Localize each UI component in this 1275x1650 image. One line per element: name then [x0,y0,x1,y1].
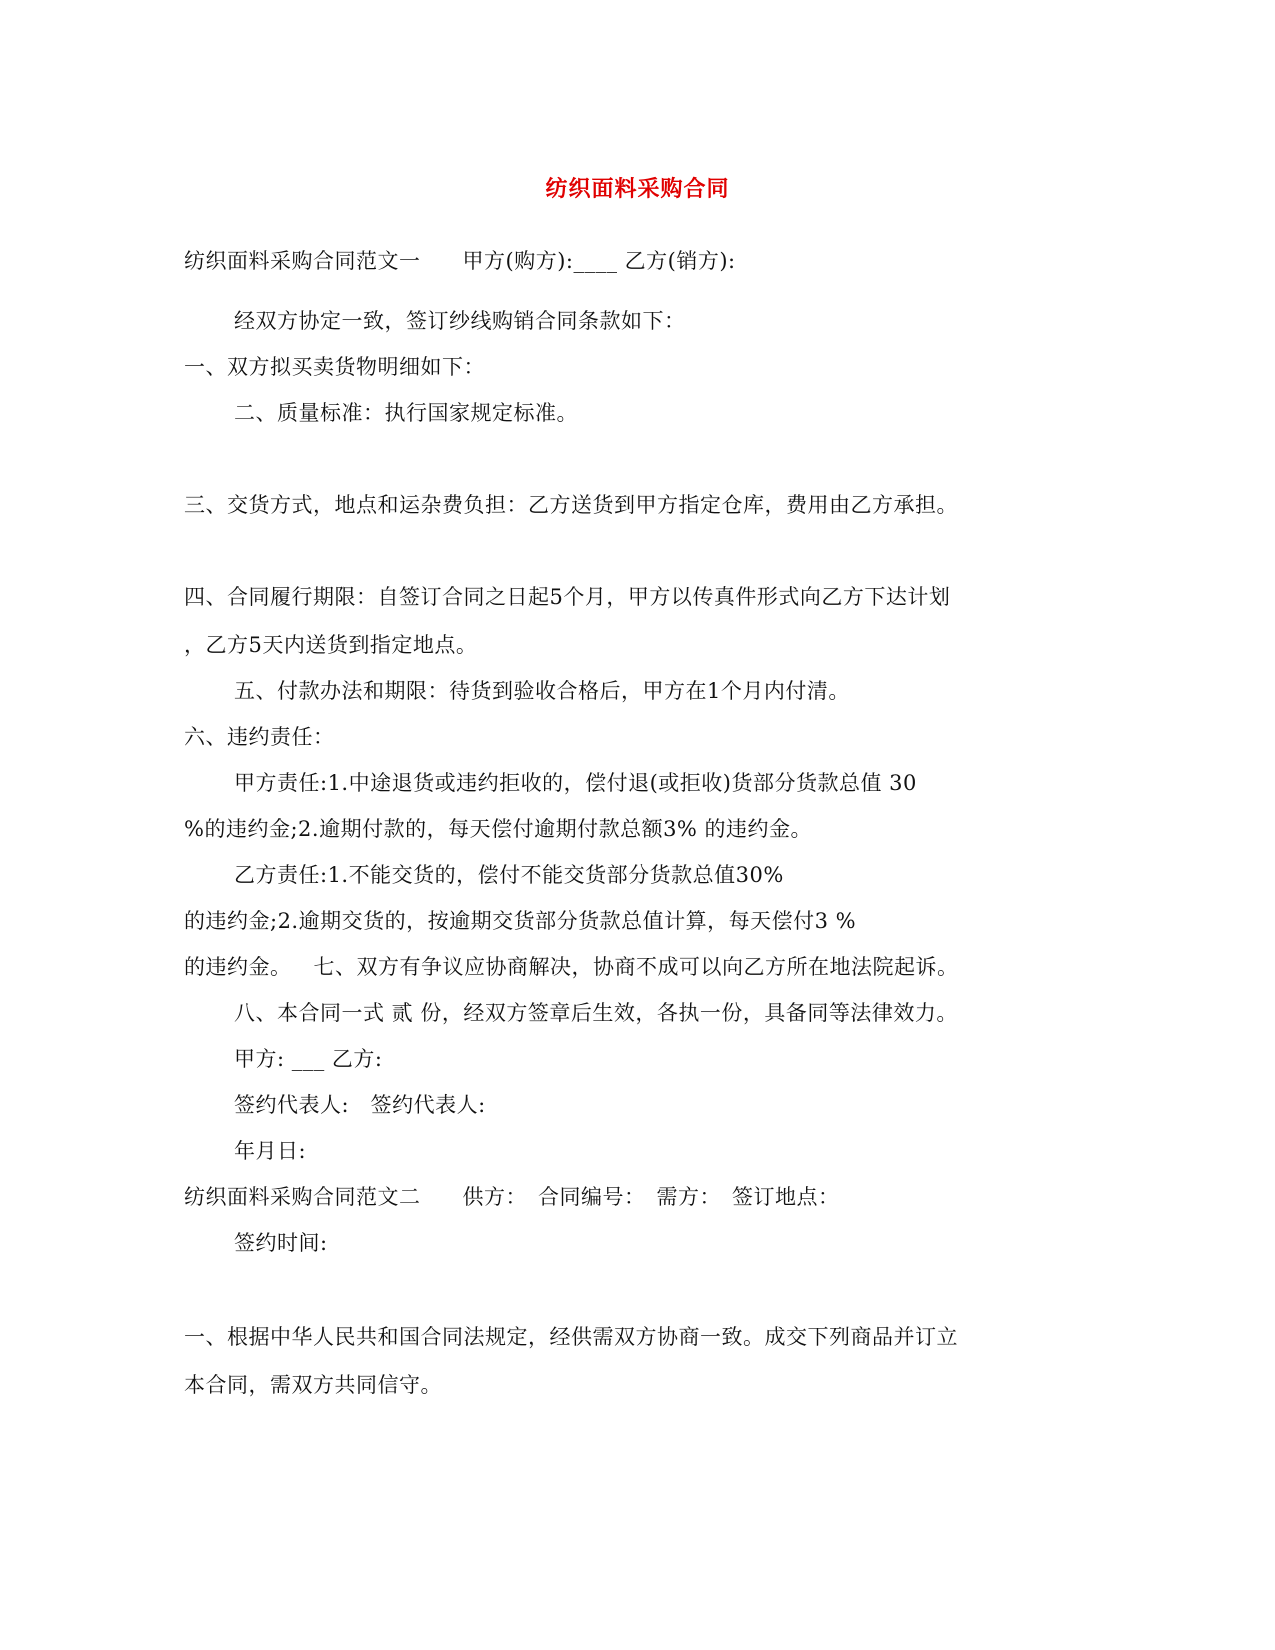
clause-7: 七、双方有争议应协商解决，协商不成可以向乙方所在地法院起诉。 [313,955,959,979]
clause-4: 四、合同履行期限：自签订合同之日起5个月，甲方以传真件形式向乙方下达计划 [184,585,951,609]
clause-3: 三、交货方式，地点和运杂费负担：乙方送货到甲方指定仓库，费用由乙方承担。 [184,493,958,517]
sample-two-fields: 供方： 合同编号： 需方： 签订地点： [462,1185,840,1209]
clause-4-cont: ，乙方5天内送货到指定地点。 [184,633,478,657]
clause-5: 五、付款办法和期限：待货到验收合格后，甲方在1个月内付清。 [234,679,850,703]
text-line: 经双方协定一致，签订纱线购销合同条款如下： [234,309,686,333]
text-line [184,952,1094,982]
text-line [184,246,1094,276]
sign-time: 签约时间: [234,1231,328,1255]
sample-two-clause-1-cont: 本合同，需双方共同信守。 [184,1373,442,1397]
sample-two-clause-1: 一、根据中华人民共和国合同法规定，经供需双方协商一致。成交下列商品并订立 [184,1325,958,1349]
document-title: 纺织面料采购合同 [545,176,730,202]
clause-1: 一、双方拟买卖货物明细如下： [184,355,485,379]
party-b-liability-end: 的违约金。 [184,955,292,979]
sample-two-heading: 纺织面料采购合同范文二 [184,1185,421,1209]
clause-6: 六、违约责任： [184,725,335,749]
signature-parties: 甲方: ___ 乙方: [234,1047,383,1071]
signature-date: 年月日: [234,1139,307,1163]
text-line [184,1182,1094,1212]
party-b-liability: 乙方责任:1.不能交货的，偿付不能交货部分货款总值30% [234,863,784,887]
clause-8: 八、本合同一式 贰 份，经双方签章后生效，各执一份，具备同等法律效力。 [234,1001,958,1025]
party-b-liability-cont: 的违约金;2.逾期交货的，按逾期交货部分货款总值计算，每天偿付3 % [184,909,857,933]
signature-representatives: 签约代表人: 签约代表人: [234,1093,486,1117]
party-a-liability: 甲方责任:1.中途退货或违约拒收的，偿付退(或拒收)货部分货款总值 30 [234,771,917,795]
clause-2: 二、质量标准：执行国家规定标准。 [234,401,578,425]
party-a-liability-cont: %的违约金;2.逾期付款的，每天偿付逾期付款总额3% 的违约金。 [184,817,813,841]
sample-one-heading: 纺织面料采购合同范文一 [184,249,421,273]
party-a-b-line: 甲方(购方):____ 乙方(销方): [462,249,736,273]
